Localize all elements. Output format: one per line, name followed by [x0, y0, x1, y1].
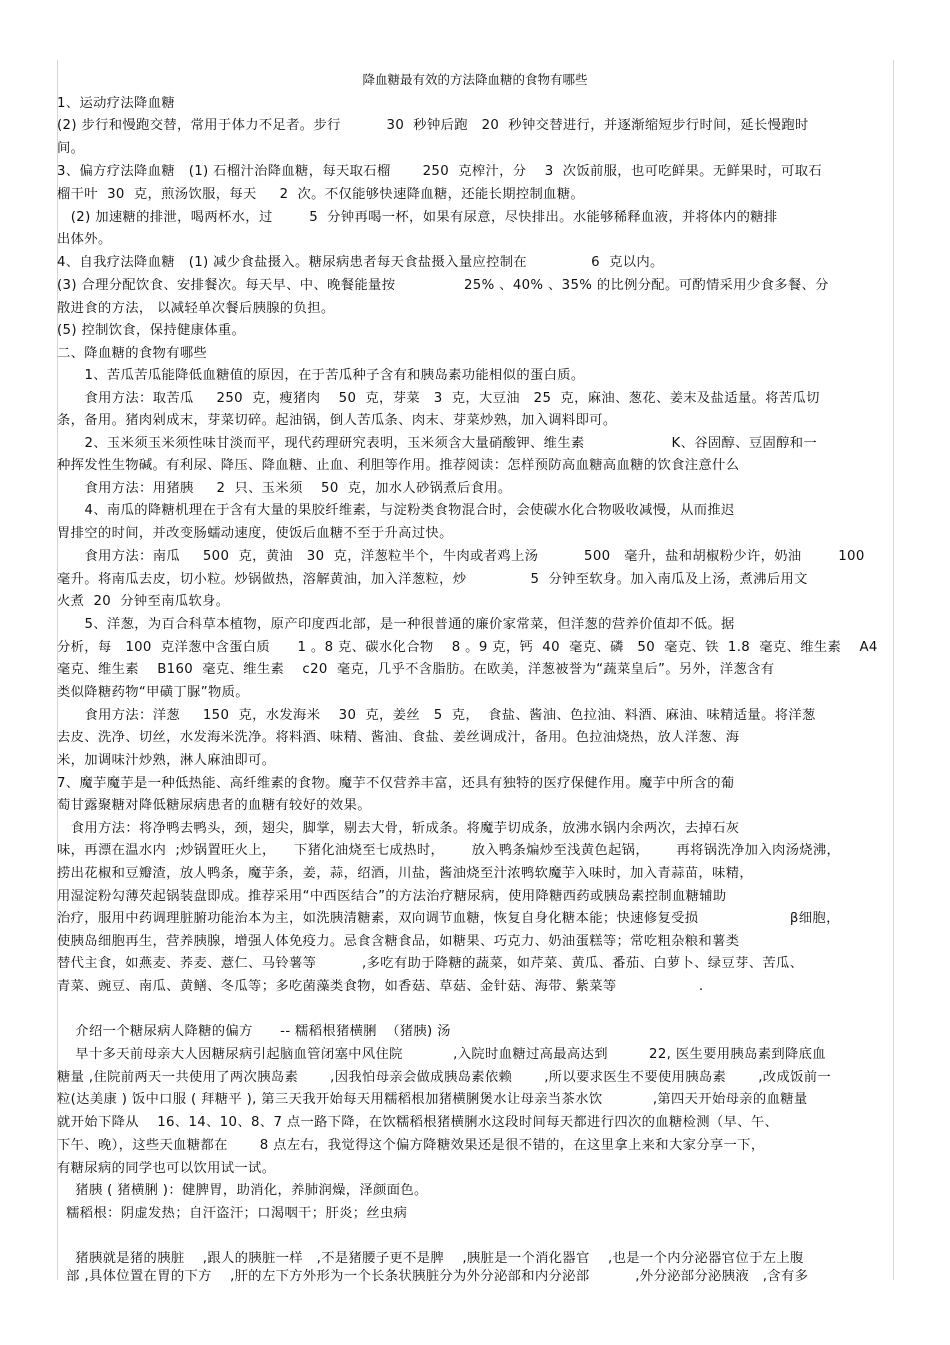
text-line: 分析，每 100 克洋葱中含蛋白质 1 。8 克、碳水化合物 8 。9 克，钙 40 毫克、磷 50 毫克、铁 1.8 毫克、维生素 A4 — [57, 640, 878, 655]
text-line: 下午、晚），这些天血糖都在 8 点左右，我觉得这个偏方降糖效果还是很不错的，在这里拿上来和大家分享一下， — [57, 1138, 765, 1153]
text-line: 1、运动疗法降血糖 — [57, 96, 175, 111]
text-line: 5、洋葱，为百合科草本植物，原产印度西北部，是一种很普通的廉价家常菜，但洋葱的营养价值却不低。据 — [57, 617, 735, 632]
text-line: 类似降糖药物“甲磺丁脲”物质。 — [57, 685, 249, 700]
text-line: 7、魔芋魔芋是一种低热能、高纤维素的食物。魔芋不仅营养丰富，还具有独特的医疗保健作用。魔芋中所含的葡 — [57, 776, 735, 791]
text-line: 早十多天前母亲大人因糖尿病引起脑血管闭塞中风住院 ,入院时血糖过高最高达到 22, 医生要用胰岛素到降底血 — [57, 1047, 826, 1062]
text-line: 二、降血糖的食物有哪些 — [57, 346, 208, 361]
text-line: 火煮 20 分钟至南瓜软身。 — [57, 594, 230, 609]
text-line: 去皮、洗净、切丝，水发海米洗净。将料酒、味精、酱油、食盐、姜丝调成汁，备用。色拉油烧热，放人洋葱、海 — [57, 730, 740, 745]
text-line: 替代主食，如燕麦、荞麦、薏仁、马铃薯等 ,多吃有助于降糖的蔬菜，如芹菜、黄瓜、番茄、白萝卜、绿豆芽、苦瓜、 — [57, 956, 804, 971]
text-line: 食用方法：洋葱 150 克，水发海米 30 克，姜丝 5 克， 食盐、酱油、色拉油、料酒、麻油、味精适量。将洋葱 — [57, 708, 816, 723]
text-line: (5) 控制饮食，保持健康体重。 — [57, 323, 246, 338]
text-line: (2) 加速糖的排泄，喝两杯水，过 5 分钟再喝一杯，如果有尿意，尽快排出。水能够稀释血液，并将体内的糖排 — [57, 210, 778, 225]
text-line: 1、苦瓜苦瓜能降低血糖值的原因，在于苦瓜种子含有和胰岛素功能相似的蛋白质。 — [57, 368, 585, 383]
text-line: 治疗，服用中药调理脏腑功能治本为主，如洗胰清糖素，双向调节血糖，恢复自身化糖本能；快速修复受损 β细胞， — [57, 911, 840, 926]
document-title: 降血糖最有效的方法降血糖的食物有哪些 — [362, 72, 588, 87]
text-line: 猪胰 ( 猪横脷 )：健脾胃，助消化，养肺润燥，泽颜面色。 — [57, 1183, 428, 1198]
text-line: 猪胰就是猪的胰脏 ,跟人的胰脏一样 ,不是猪腰子更不是脾 ,胰脏是一个消化器官 ,也是一个内分泌器官位于左上腹 — [57, 1251, 804, 1266]
text-line: 粒(达美康 ) 饭中口服 ( 拜糖平 ), 第三天我开始每天用糯稻根加猪横脷煲水让母亲当茶水饮 ,第四天开始母亲的血糖量 — [57, 1092, 808, 1107]
text-line: (3) 合理分配饮食、安排餐次。每天早、中、晚餐能量按 25% 、40% 、35% 的比例分配。可酌情采用少食多餐、分 — [57, 278, 829, 293]
text-line: 2、玉米须玉米须性味甘淡而平，现代药理研究表明，玉米须含大量硝酸钾、维生素 K、谷固醇、豆固醇和一 — [57, 436, 818, 451]
text-line: 青菜、豌豆、南瓜、黄鳝、冬瓜等；多吃菌藻类食物，如香菇、草菇、金针菇、海带、紫菜等 . — [57, 979, 704, 994]
text-line: 就开始下降从 16、14、10、8、7 点一路下降，在饮糯稻根猪横脷水这段时间每天都进行四次的血糖检测（早、午、 — [57, 1115, 779, 1130]
text-line: 萄甘露聚糖对降低糖尿病患者的血糖有较好的效果。 — [57, 798, 371, 813]
text-line: 捞出花椒和豆瓣渣，放人鸭条，魔芋条，姜，蒜，绍酒，川盐，酱油烧至汁浓鸭软魔芋入味时，加入青蒜苗，味精， — [57, 866, 753, 881]
text-line: 出体外。 — [57, 232, 112, 247]
text-line: 散进食的方法， 以减轻单次餐后胰腺的负担。 — [57, 301, 335, 316]
text-line: 味，再漂在温水内 ;炒锅置旺火上， 下猪化油烧至七成热时， 放入鸭条煸炒至浅黄色起锅， 再将锅洗净加入肉汤烧沸， — [57, 843, 841, 858]
text-line: 4、南瓜的降糖机理在于含有大量的果胶纤维素，与淀粉类食物混合时，会使碳水化合物吸收减慢，从而推迟 — [57, 503, 735, 518]
text-line: 3、偏方疗法降血糖 (1) 石榴汁治降血糖，每天取石榴 250 克榨汁，分 3 次饭前服，也可吃鲜果。无鲜果时，可取石 — [57, 164, 822, 179]
text-line: 胃排空的时间，并改变肠蠕动速度，使饭后血糖不至于升高过快。 — [57, 526, 453, 541]
text-line: 毫升。将南瓜去皮，切小粒。炒锅做热，溶解黄油，加入洋葱粒，炒 5 分钟至软身。加入南瓜及上汤，煮沸后用文 — [57, 572, 808, 587]
text-line: 有糖尿病的同学也可以饮用试一试。 — [57, 1161, 276, 1176]
text-line: 间。 — [57, 141, 85, 156]
text-line: 糯稻根：阴虚发热；自汗盗汗；口渴咽干；肝炎；丝虫病 — [57, 1206, 408, 1221]
text-line: 种挥发性生物碱。有利尿、降压、降血糖、止血、利胆等作用。推荐阅读：怎样预防高血糖高血糖的饮食注意什么 — [57, 458, 740, 473]
text-line: (2) 步行和慢跑交替，常用于体力不足者。步行 30 秒钟后跑 20 秒钟交替进行，并逐渐缩短步行时间，延长慢跑时 — [57, 118, 809, 133]
text-line: 条，备用。猪肉剁成末，芽菜切碎。起油锅，倒人苦瓜条、肉末、芽菜炒熟，加入调料即可。 — [57, 413, 617, 428]
text-line: 毫克、维生素 B160 毫克、维生素 c20 毫克，几乎不含脂肪。在欧美，洋葱被誉为“蔬菜皇后”。另外，洋葱含有 — [57, 662, 775, 677]
text-line: 食用方法：取苦瓜 250 克，瘦猪肉 50 克，芽菜 3 克，大豆油 25 克，麻油、葱花、姜末及盐适量。将苦瓜切 — [57, 391, 820, 406]
text-line: 食用方法：用猪胰 2 只、玉米须 50 克，加水人砂锅煮后食用。 — [57, 481, 512, 496]
text-line: 食用方法：将净鸭去鸭头，颈，翅尖，脚掌，剔去大骨，斩成条。将魔芋切成条，放沸水锅内余两次，去掉石灰 — [57, 821, 740, 836]
text-line: 部 ,具体位置在胃的下方 ,肝的左下方外形为一个长条状胰脏分为外分泌部和内分泌部 ,外分泌部分泌胰液 ,含有多 — [57, 1269, 809, 1284]
text-line: 糖量 ,住院前两天一共使用了两次胰岛素 ,因我怕母亲会做成胰岛素依赖 ,所以要求医生不要使用胰岛素 ,改成饭前一 — [57, 1070, 832, 1085]
text-line: 榴干叶 30 克，煎汤饮服，每天 2 次。不仅能够快速降血糖，还能长期控制血糖。 — [57, 187, 585, 202]
text-line: 用湿淀粉勾薄芡起锅装盘即成。推荐采用“中西医结合”的方法治疗糖尿病，使用降糖西药或胰岛素控制血糖辅助 — [57, 889, 727, 904]
text-line: 介绍一个糖尿病人降糖的偏方 -- 糯稻根猪横脷 （猪胰) 汤 — [57, 1024, 451, 1039]
text-line: 4、自我疗法降血糖 (1) 减少食盐摄入。糖尿病患者每天食盐摄入量应控制在 6 克以内。 — [57, 255, 664, 270]
text-line: 米，加调味汁炒熟，淋人麻油即可。 — [57, 753, 276, 768]
text-line: 使胰岛细胞再生，营养胰腺，增强人体免疫力。忌食含糖食品，如糖果、巧克力、奶油蛋糕等；常吃粗杂粮和薯类 — [57, 934, 740, 949]
text-line: 食用方法：南瓜 500 克，黄油 30 克，洋葱粒半个，牛肉或者鸡上汤 500 毫升，盐和胡椒粉少许，奶油 100 — [57, 549, 865, 564]
